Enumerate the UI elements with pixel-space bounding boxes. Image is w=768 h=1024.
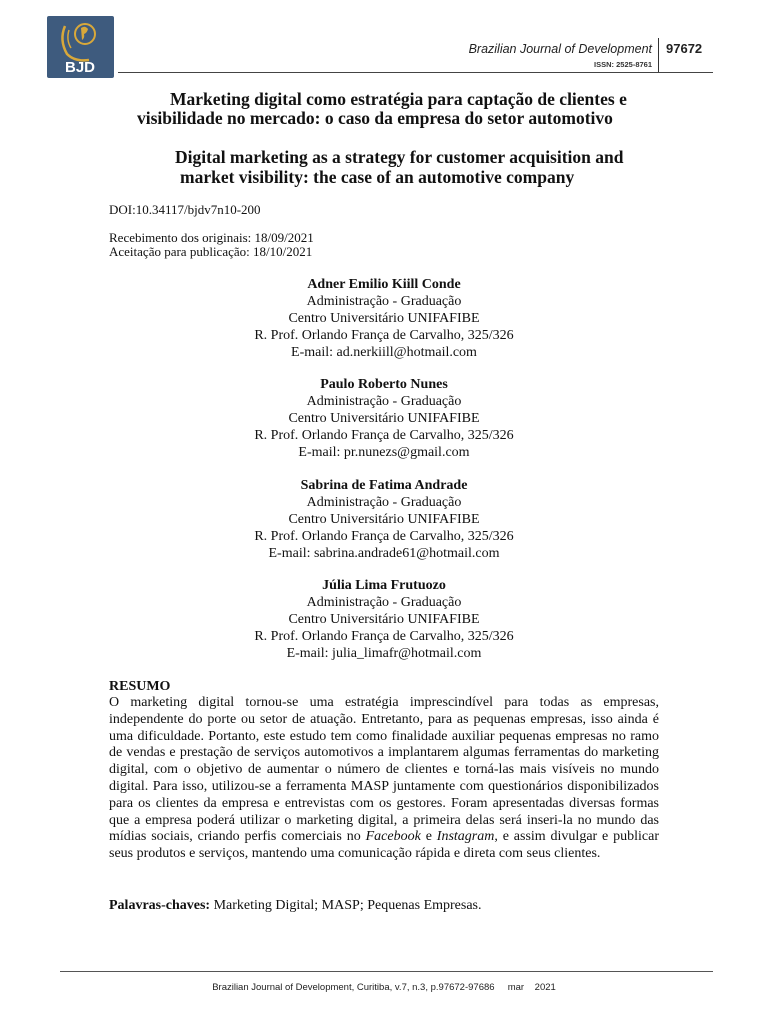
author-block <box>0 276 768 361</box>
author-address: R. Prof. Orlando França de Carvalho, 325/326 <box>254 328 514 343</box>
accepted-date: Aceitação para publicação: 18/10/2021 <box>109 244 313 259</box>
abstract-text-part1: O marketing digital tornou-se uma estratégia imprescindível para todas as empresas, independente do porte ou setor de atuação. Entretanto, para as pequenas empresas, isso ainda é uma dificuldade. Portanto, este estudo tem como finalidade auxiliar pequenas empresas no ramo de vendas e prestação de serviços automotivos a implantarem algumas ferramentas do marketing digital, com o objetivo de aumentar o número de clientes e torná-las mais visíveis no mundo digital. Para isso, utilizou-se a ferramenta MASP juntamente com questionários disponibilizados para os clientes da empresa e entrevistas com os gestores. Foram apresentadas diversas formas que a empresa poderá utilizar o marketing digital, a primeira delas será inseri-la no mundo das mídias sociais, criando perfis comerciais no <box>109 695 659 845</box>
abstract-text-part2: , e assim divulgar e publicar seus produtos e serviços, mantendo uma comunicação rápida e direta com seus clientes. <box>109 829 660 862</box>
footer-rule <box>60 971 713 972</box>
issn: ISSN: 2525-8761 <box>594 60 652 69</box>
abstract-heading: RESUMO <box>109 679 171 694</box>
author-course: Administração - Graduação <box>306 394 462 409</box>
title-portuguese-line-1: Marketing digital como estratégia para captação de clientes e <box>170 89 627 109</box>
author-address: R. Prof. Orlando França de Carvalho, 325/326 <box>254 428 514 443</box>
page-number: 97672 <box>666 41 703 56</box>
author-name: Sabrina de Fatima Andrade <box>300 478 468 493</box>
logo-text: BJD <box>64 59 96 76</box>
abstract-instagram: Instagram <box>436 829 495 845</box>
author-email: E-mail: pr.nunezs@gmail.com <box>298 445 470 460</box>
doi: DOI:10.34117/bjdv7n10-200 <box>109 202 261 217</box>
header-rule <box>118 72 713 73</box>
title-portuguese-line-2: visibilidade no mercado: o caso da empresa do setor automotivo <box>137 108 613 128</box>
author-institution: Centro Universitário UNIFAFIBE <box>288 512 480 527</box>
keywords-list: Marketing Digital; MASP; Pequenas Empresas. <box>210 898 482 913</box>
author-course: Administração - Graduação <box>306 294 462 309</box>
author-email: E-mail: ad.nerkiill@hotmail.com <box>291 345 477 360</box>
keywords-label: Palavras-chaves: <box>109 898 211 913</box>
author-block <box>0 477 768 562</box>
author-name: Paulo Roberto Nunes <box>320 377 448 392</box>
title-english-line-2: market visibility: the case of an automotive company <box>180 167 575 187</box>
abstract-body <box>109 695 659 863</box>
received-date: Recebimento dos originais: 18/09/2021 <box>109 230 314 245</box>
title-english-line-1: Digital marketing as a strategy for customer acquisition and <box>175 147 624 167</box>
keywords <box>109 898 482 914</box>
author-address: R. Prof. Orlando França de Carvalho, 325/326 <box>254 529 514 544</box>
author-name: Adner Emilio Kiill Conde <box>307 277 461 292</box>
author-institution: Centro Universitário UNIFAFIBE <box>288 612 480 627</box>
author-institution: Centro Universitário UNIFAFIBE <box>288 411 480 426</box>
journal-logo <box>47 16 114 78</box>
author-name: Júlia Lima Frutuozo <box>322 578 446 593</box>
journal-name: Brazilian Journal of Development <box>468 42 652 56</box>
abstract-facebook: Facebook <box>365 829 421 845</box>
author-block <box>0 577 768 662</box>
author-course: Administração - Graduação <box>306 495 462 510</box>
author-email: E-mail: sabrina.andrade61@hotmail.com <box>268 546 500 561</box>
author-block <box>0 376 768 461</box>
author-institution: Centro Universitário UNIFAFIBE <box>288 311 480 326</box>
footer-citation: Brazilian Journal of Development, Curitiba, v.7, n.3, p.97672-97686 mar 2021 <box>212 982 556 993</box>
author-course: Administração - Graduação <box>306 595 462 610</box>
abstract-conjunction: e <box>420 829 437 845</box>
author-email: E-mail: julia_limafr@hotmail.com <box>286 646 482 661</box>
author-address: R. Prof. Orlando França de Carvalho, 325/326 <box>254 629 514 644</box>
globe-laurel-icon <box>47 16 114 78</box>
header-divider <box>658 38 659 72</box>
